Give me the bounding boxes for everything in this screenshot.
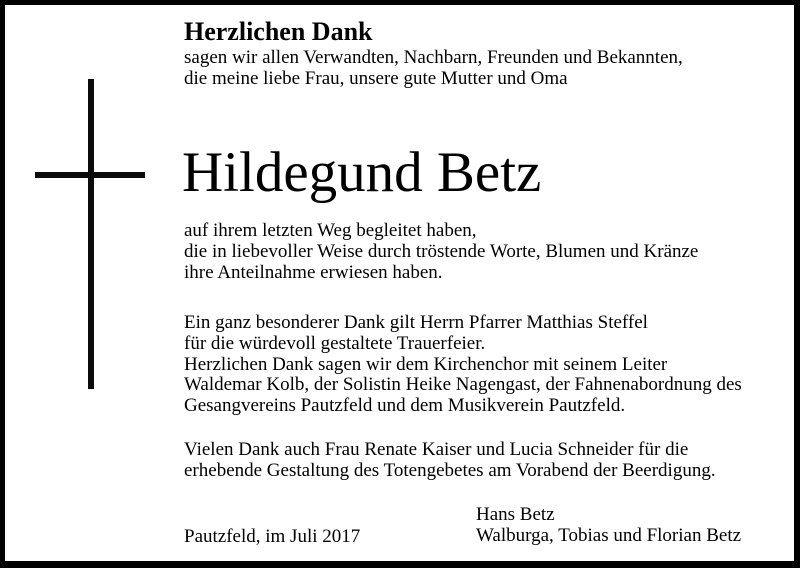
special-thanks-text [184,313,742,417]
signature-line: Hans Betz [476,504,555,525]
text-line: Gesangvereins Pautzfeld und dem Musikverein Pautzfeld. [184,395,626,417]
after-name-text [184,221,698,283]
deceased-name: Hildegund Betz [182,141,542,204]
signatures [476,505,741,547]
text-line: Waldemar Kolb, der Solistin Heike Nagengast, der Fahnenabordnung des [184,374,742,396]
text-line: Ein ganz besonderer Dank gilt Herrn Pfarrer Matthias Steffel [184,312,648,333]
intro-text [184,48,683,90]
text-line: Vielen Dank auch Frau Renate Kaiser und Lucia Schneider für die [184,439,689,460]
cross-icon-vertical [88,79,94,389]
text-line: sagen wir allen Verwandten, Nachbarn, Freunden und Bekannten, [184,47,683,68]
obituary-notice [5,5,794,561]
signature-line: Walburga, Tobias und Florian Betz [476,524,742,546]
text-line: die in liebevoller Weise durch tröstende Worte, Blumen und Kränze [184,240,699,262]
more-thanks-text [184,440,716,482]
text-line: erhebende Gestaltung des Totengebetes am Vorabend der Beerdigung. [184,459,716,481]
text-line: Herzlichen Dank sagen wir dem Kirchenchor mit seinem Leiter [184,353,668,375]
notice-title: Herzlichen Dank [184,17,373,46]
text-line: für die würdevoll gestaltete Trauerfeier. [184,332,486,354]
text-line: die meine liebe Frau, unsere gute Mutter und Oma [184,67,568,89]
text-line: auf ihrem letzten Weg begleitet haben, [184,220,477,241]
text-line: ihre Anteilnahme erwiesen haben. [184,261,443,283]
cross-icon-horizontal [35,172,145,178]
place-date: Pautzfeld, im Juli 2017 [184,526,361,547]
